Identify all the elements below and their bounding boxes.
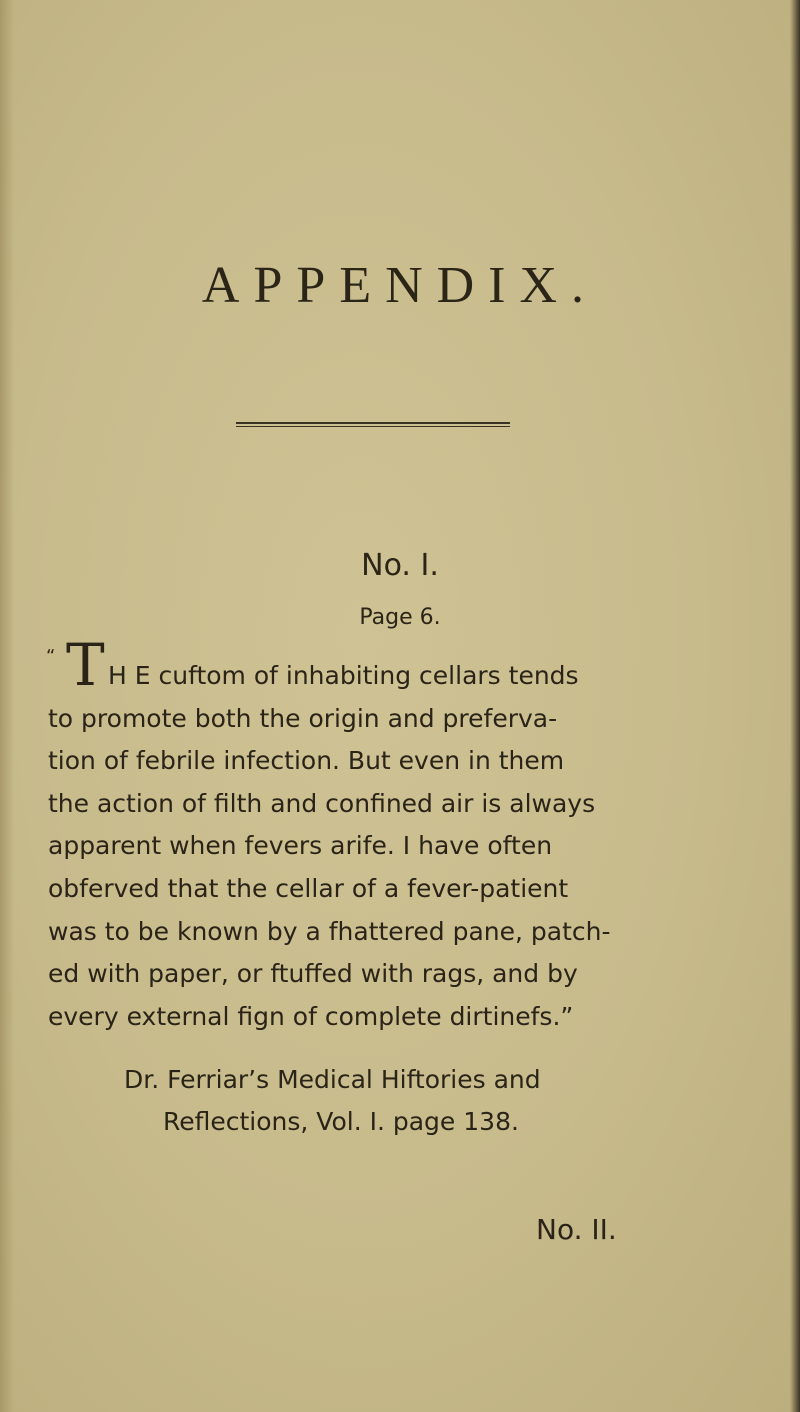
quote-line: the action of filth and confined air is always xyxy=(48,788,596,818)
rule-line-thin xyxy=(236,426,510,427)
quote-line: to promote both the origin and preferva- xyxy=(48,703,558,733)
quote-line: every external fign of complete dirtinefs.” xyxy=(48,1001,574,1031)
quote-line: obferved that the cellar of a fever-patient xyxy=(48,873,569,903)
attribution-line: Dr. Ferriar’s Medical Hiftories and xyxy=(124,1065,541,1094)
quote-line: tion of febrile infection. But even in them xyxy=(48,746,565,776)
drop-cap: T xyxy=(66,631,105,699)
quote-line: ed with paper, or ftuffed with rags, and by xyxy=(48,959,578,989)
quote-line: apparent when fevers arife. I have often xyxy=(48,831,553,861)
page-reference: Page 6. xyxy=(359,605,441,630)
rule-line-thick xyxy=(236,422,510,424)
attribution-line: Reflections, Vol. I. page 138. xyxy=(163,1107,519,1136)
page-edge-right xyxy=(790,0,800,1412)
quote-line-first xyxy=(46,631,648,699)
decorative-rule xyxy=(236,422,510,428)
appendix-heading: APPENDIX. xyxy=(201,257,599,314)
opening-quote-mark: “ xyxy=(46,646,56,667)
quote-line: H E cuftom of inhabiting cellars tends xyxy=(108,661,579,690)
quotation-block xyxy=(46,631,648,1038)
quote-line: was to be known by a fhattered pane, patch- xyxy=(48,916,611,946)
section-number: No. I. xyxy=(361,548,439,583)
page-edge-left xyxy=(0,0,14,1412)
catchword: No. II. xyxy=(536,1213,617,1246)
